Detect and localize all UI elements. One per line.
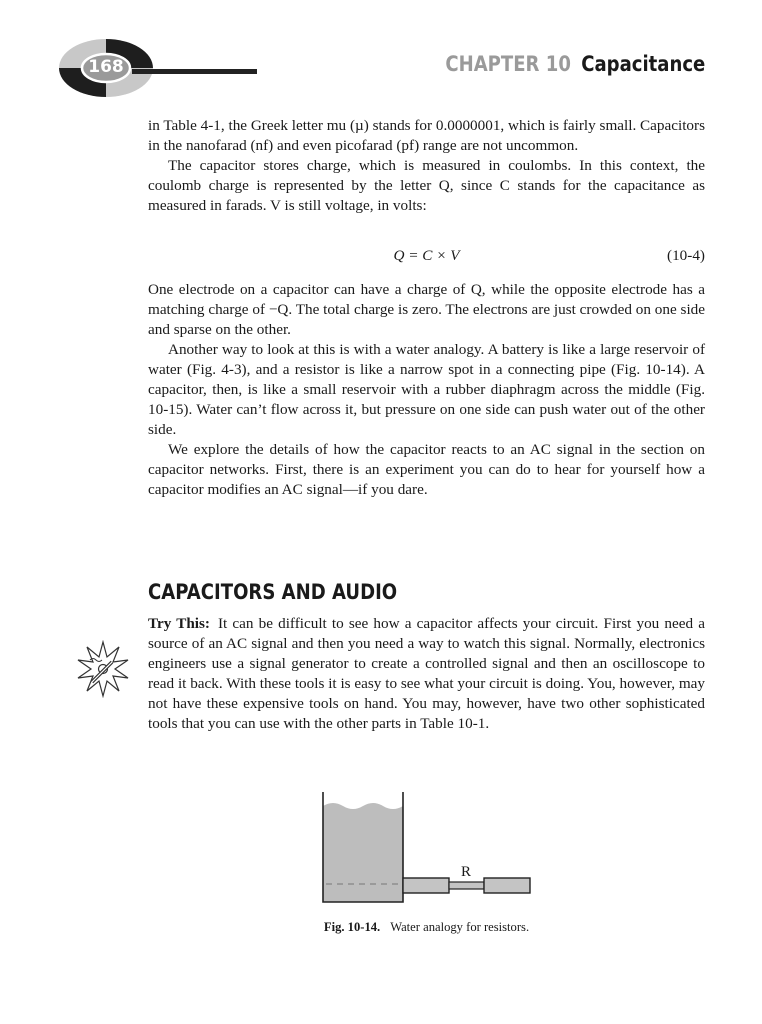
charge-paragraph: The capacitor stores charge, which is measured in coulombs. In this context, the coulomb charge is represented by the letter Q, since C stands for the capacitance as measured in farads. V is still voltage, in volts: [148, 157, 705, 214]
text-block-top [148, 116, 705, 216]
figure-caption [148, 920, 705, 935]
analogy-paragraph: Another way to look at this is with a water analogy. A battery is like a large reservoir of water (Fig. 4-3), and a resistor is like a narrow spot in a connecting pipe (Fig. 10-14). A capacitor, then, is like a small reservoir with a rubber diaphragm across the middle (Fig. 10-15). Water can’t flow across it, but pressure on one side can push water out of the other side. [148, 341, 705, 438]
section-heading: CAPACITORS AND AUDIO [148, 580, 398, 604]
figure-caption-label: Fig. 10-14. [323, 920, 381, 934]
equation [148, 246, 705, 266]
header-rule [132, 69, 257, 74]
connecting-pipe [403, 878, 530, 893]
resistor-label: R [460, 864, 472, 880]
text-block-middle [148, 280, 705, 500]
electrode-paragraph: One electrode on a capacitor can have a charge of Q, while the opposite electrode has a matching charge of −Q. The total charge is zero. The electrons are just crowded on one side and sparse on the other. [148, 281, 705, 338]
water-analogy-figure [300, 780, 540, 905]
intro-paragraph: in Table 4-1, the Greek letter mu (µ) stands for 0.0000001, which is fairly small. Capacitors in the nanofarad (nf) and even picofarad (pf) range are not uncommon. [148, 117, 705, 154]
starburst-icon [76, 640, 130, 698]
chapter-label: CHAPTER 10 [445, 52, 571, 76]
equation-number: (10-4) [667, 247, 705, 264]
reservoir [323, 792, 403, 902]
equation-body: Q = C × V [393, 247, 460, 264]
try-this-block [148, 614, 705, 734]
try-this-text: It can be difficult to see how a capacitor affects your circuit. First you need a source of an AC signal and then you need a way to watch this signal. Normally, electronics engineers use a signal generator to create a controlled signal and then an oscilloscope to read it back. With these tools it is easy to see what your circuit is doing. You, however, may not have these expensive tools on hand. You may, however, have two other sophisticated tools that you can use with the other parts in Table 10-1. [148, 615, 705, 732]
page-number: 168 [88, 57, 124, 77]
chapter-title: Capacitance [580, 52, 705, 76]
explore-paragraph: We explore the details of how the capacitor reacts to an AC signal in the section on capacitor networks. First, there is an experiment you can do to hear for yourself how a capacitor modifies an AC signal—if you dare. [148, 441, 705, 498]
chapter-header [445, 52, 705, 76]
try-this-label: Try This: [148, 615, 210, 632]
figure-caption-text: Water analogy for resistors. [390, 920, 530, 934]
